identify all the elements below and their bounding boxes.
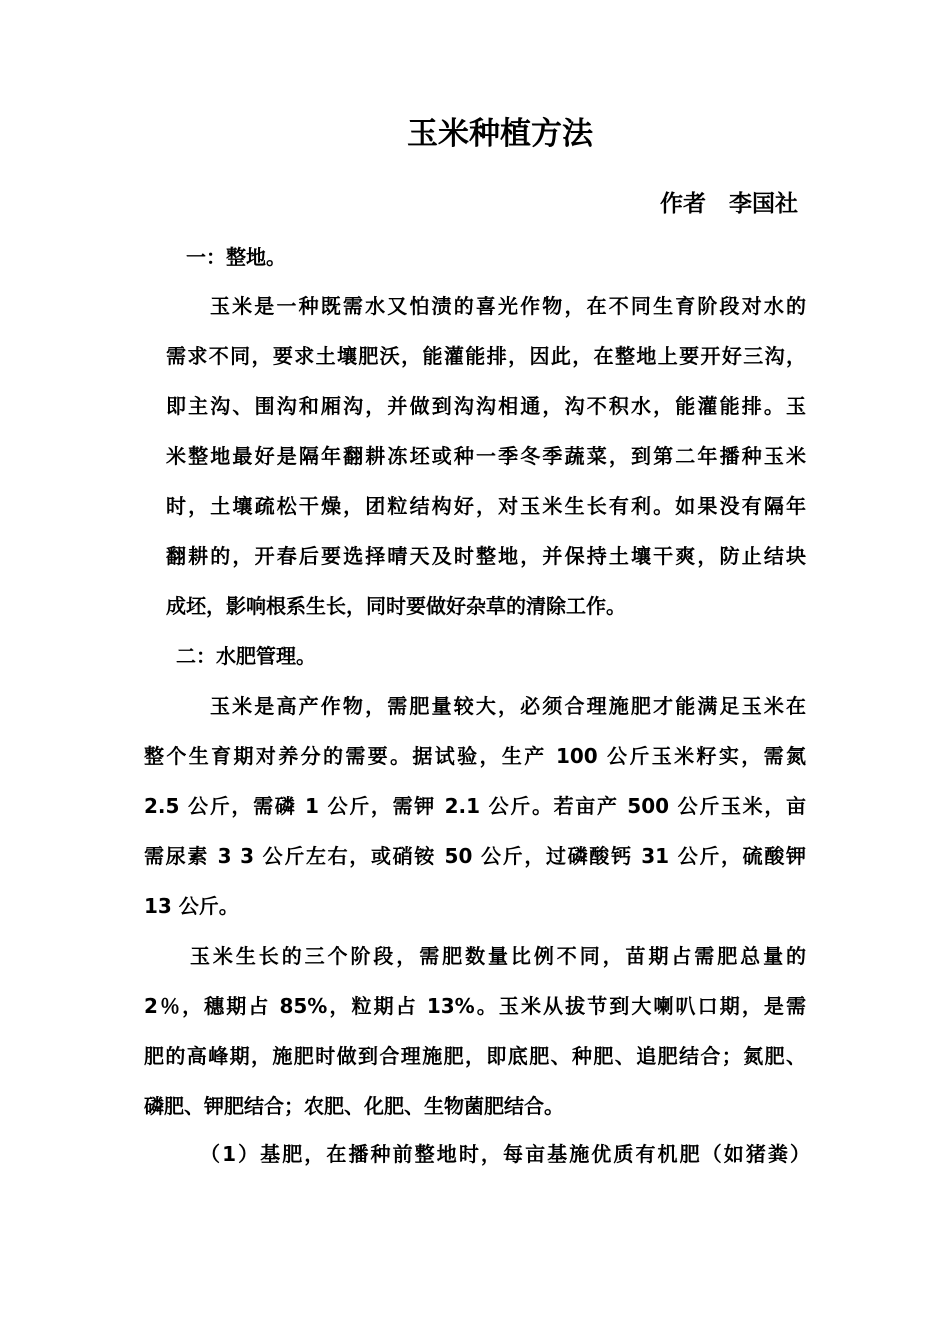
- paragraph-line: 磷肥、钾肥结合；农肥、化肥、生物菌肥结合。: [144, 1094, 564, 1118]
- paragraph-line: 玉米是一种既需水又怕渍的喜光作物，在不同生育阶段对水的: [210, 294, 806, 318]
- paragraph-line: 2％，穗期占 85%，粒期占 13%。玉米从拔节到大喇叭口期，是需: [144, 994, 806, 1018]
- paragraph-line: 玉米生长的三个阶段，需肥数量比例不同，苗期占需肥总量的: [190, 944, 806, 968]
- paragraph-line: 13 公斤。: [144, 894, 239, 918]
- paragraph-line: 翻耕的，开春后要选择晴天及时整地，并保持土壤干爽，防止结块: [166, 544, 806, 568]
- section-heading-1: 一：整地。: [186, 245, 286, 269]
- paragraph-line: 米整地最好是隔年翻耕冻坯或种一季冬季蔬菜，到第二年播种玉米: [166, 444, 806, 468]
- section-heading-2: 二：水肥管理。: [176, 644, 316, 668]
- author-line: 作者 李国社: [660, 191, 798, 217]
- paragraph-line: 需尿素 3 3 公斤左右，或硝铵 50 公斤，过磷酸钙 31 公斤，硫酸钾: [144, 844, 806, 868]
- paragraph-line: 需求不同，要求土壤肥沃，能灌能排，因此，在整地上要开好三沟，: [166, 344, 806, 368]
- paragraph-line: 成坯，影响根系生长，同时要做好杂草的清除工作。: [166, 594, 626, 618]
- paragraph-line: 肥的高峰期，施肥时做到合理施肥，即底肥、种肥、追肥结合；氮肥、: [144, 1044, 806, 1068]
- paragraph-line: 整个生育期对养分的需要。据试验，生产 100 公斤玉米籽实，需氮: [144, 744, 806, 768]
- document-title: 玉米种植方法: [407, 116, 593, 152]
- paragraph-line: 玉米是高产作物，需肥量较大，必须合理施肥才能满足玉米在: [210, 694, 806, 718]
- paragraph-line: 即主沟、围沟和厢沟，并做到沟沟相通，沟不积水，能灌能排。玉: [166, 394, 806, 418]
- paragraph-line: 时，土壤疏松干燥，团粒结构好，对玉米生长有利。如果没有隔年: [166, 494, 806, 518]
- paragraph-line: 2.5 公斤，需磷 1 公斤，需钾 2.1 公斤。若亩产 500 公斤玉米，亩: [144, 794, 806, 818]
- paragraph-line: （1）基肥，在播种前整地时，每亩基施优质有机肥（如猪粪）: [200, 1142, 810, 1166]
